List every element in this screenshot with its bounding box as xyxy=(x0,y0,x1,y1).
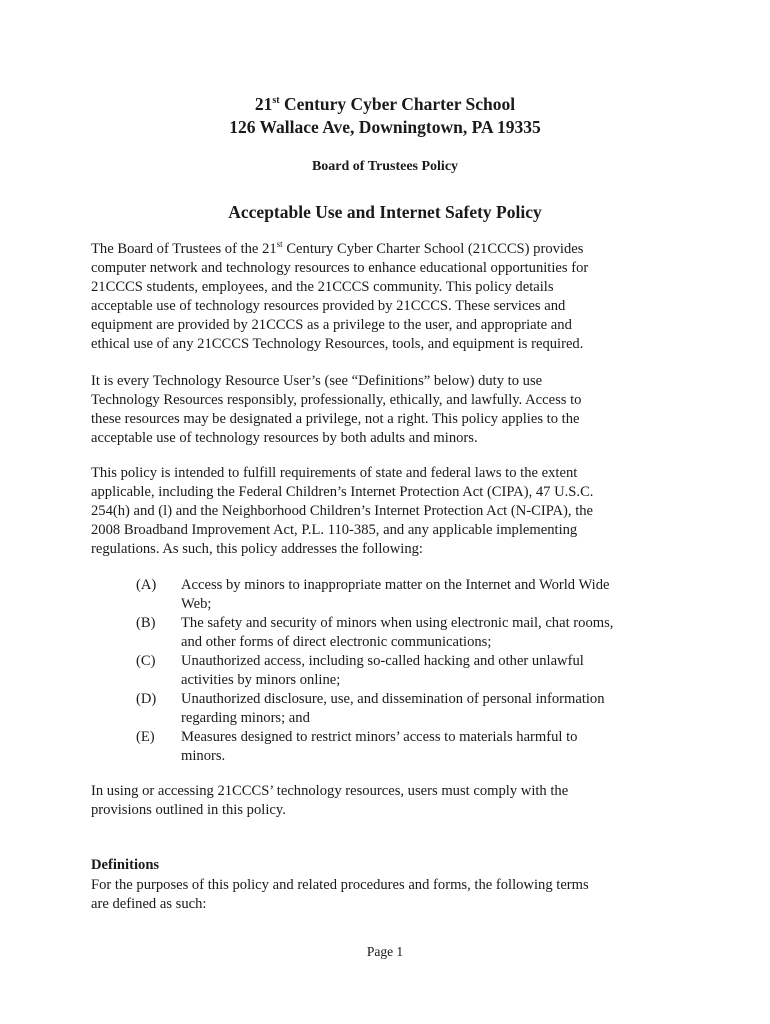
paragraph-line xyxy=(91,240,691,259)
paragraph-line: ethical use of any 21CCCS Technology Resources, tools, and equipment is required. xyxy=(91,336,584,352)
text-fragment: The Board of Trustees of the 21 xyxy=(91,241,277,257)
school-name-number: 21 xyxy=(254,94,273,114)
paragraph-line: In using or accessing 21CCCS’ technology resources, users must comply with the xyxy=(91,783,569,799)
list-item-line: Unauthorized disclosure, use, and dissemination of personal information xyxy=(181,691,605,707)
school-name xyxy=(0,93,770,115)
list-item xyxy=(136,652,696,690)
paragraph-line: these resources may be designated a privilege, not a right. This policy applies to the xyxy=(91,411,580,427)
list-item xyxy=(136,614,696,652)
paragraph-line: For the purposes of this policy and related procedures and forms, the following terms xyxy=(91,877,589,893)
list-item-line: and other forms of direct electronic communications; xyxy=(181,634,492,650)
paragraph-line: Technology Resources responsibly, professionally, ethically, and lawfully. Access to xyxy=(91,392,582,408)
legal-requirements-paragraph xyxy=(91,464,691,559)
school-address: 126 Wallace Ave, Downingtown, PA 19335 xyxy=(229,117,541,137)
paragraph-line: equipment are provided by 21CCCS as a privilege to the user, and appropriate and xyxy=(91,317,572,333)
list-item-line: Access by minors to inappropriate matter on the Internet and World Wide xyxy=(181,577,610,593)
paragraph-line: are defined as such: xyxy=(91,896,207,912)
paragraph-line: computer network and technology resources to enhance educational opportunities for xyxy=(91,260,589,276)
definitions-paragraph xyxy=(91,876,691,914)
ordinal-suffix: st xyxy=(276,239,283,249)
list-item-line: Measures designed to restrict minors’ access to materials harmful to xyxy=(181,729,578,745)
list-marker: (E) xyxy=(136,729,155,745)
paragraph-line: 21CCCS students, employees, and the 21CCCS community. This policy details xyxy=(91,279,554,295)
list-marker: (A) xyxy=(136,577,157,593)
page-number: Page 1 xyxy=(366,944,404,959)
list-item xyxy=(136,576,696,614)
list-item-line: Unauthorized access, including so-called hacking and other unlawful xyxy=(181,653,584,669)
paragraph-line: 254(h) and (l) and the Neighborhood Children’s Internet Protection Act (N-CIPA), the xyxy=(91,503,594,519)
user-duty-paragraph xyxy=(91,372,691,448)
list-marker: (B) xyxy=(136,615,156,631)
list-item-line: Web; xyxy=(181,596,212,612)
school-name-rest: Century Cyber Charter School xyxy=(279,94,516,114)
board-heading: Board of Trustees Policy xyxy=(311,159,459,174)
paragraph-line: applicable, including the Federal Children’s Internet Protection Act (CIPA), 47 U.S.C. xyxy=(91,484,594,500)
intro-paragraph xyxy=(91,240,691,354)
list-item-line: regarding minors; and xyxy=(181,710,310,726)
list-item-line: activities by minors online; xyxy=(181,672,341,688)
policy-topics-list xyxy=(136,576,696,766)
text-fragment: Century Cyber Charter School (21CCCS) provides xyxy=(282,241,584,257)
paragraph-line: This policy is intended to fulfill requirements of state and federal laws to the extent xyxy=(91,465,578,481)
list-item-line: minors. xyxy=(181,748,226,764)
school-name-ordinal-suffix: st xyxy=(272,95,280,106)
list-marker: (C) xyxy=(136,653,156,669)
definitions-heading: Definitions xyxy=(91,857,160,873)
paragraph-line: acceptable use of technology resources by both adults and minors. xyxy=(91,430,478,446)
policy-title: Acceptable Use and Internet Safety Policy xyxy=(228,202,542,222)
list-item-line: The safety and security of minors when using electronic mail, chat rooms, xyxy=(181,615,614,631)
list-marker: (D) xyxy=(136,691,157,707)
paragraph-line: 2008 Broadband Improvement Act, P.L. 110-385, and any applicable implementing xyxy=(91,522,578,538)
paragraph-line: regulations. As such, this policy addresses the following: xyxy=(91,541,423,557)
list-item xyxy=(136,690,696,728)
compliance-paragraph xyxy=(91,782,691,820)
list-item xyxy=(136,728,696,766)
paragraph-line: provisions outlined in this policy. xyxy=(91,802,286,818)
paragraph-line: acceptable use of technology resources provided by 21CCCS. These services and xyxy=(91,298,566,314)
paragraph-line: It is every Technology Resource User’s (see “Definitions” below) duty to use xyxy=(91,373,543,389)
